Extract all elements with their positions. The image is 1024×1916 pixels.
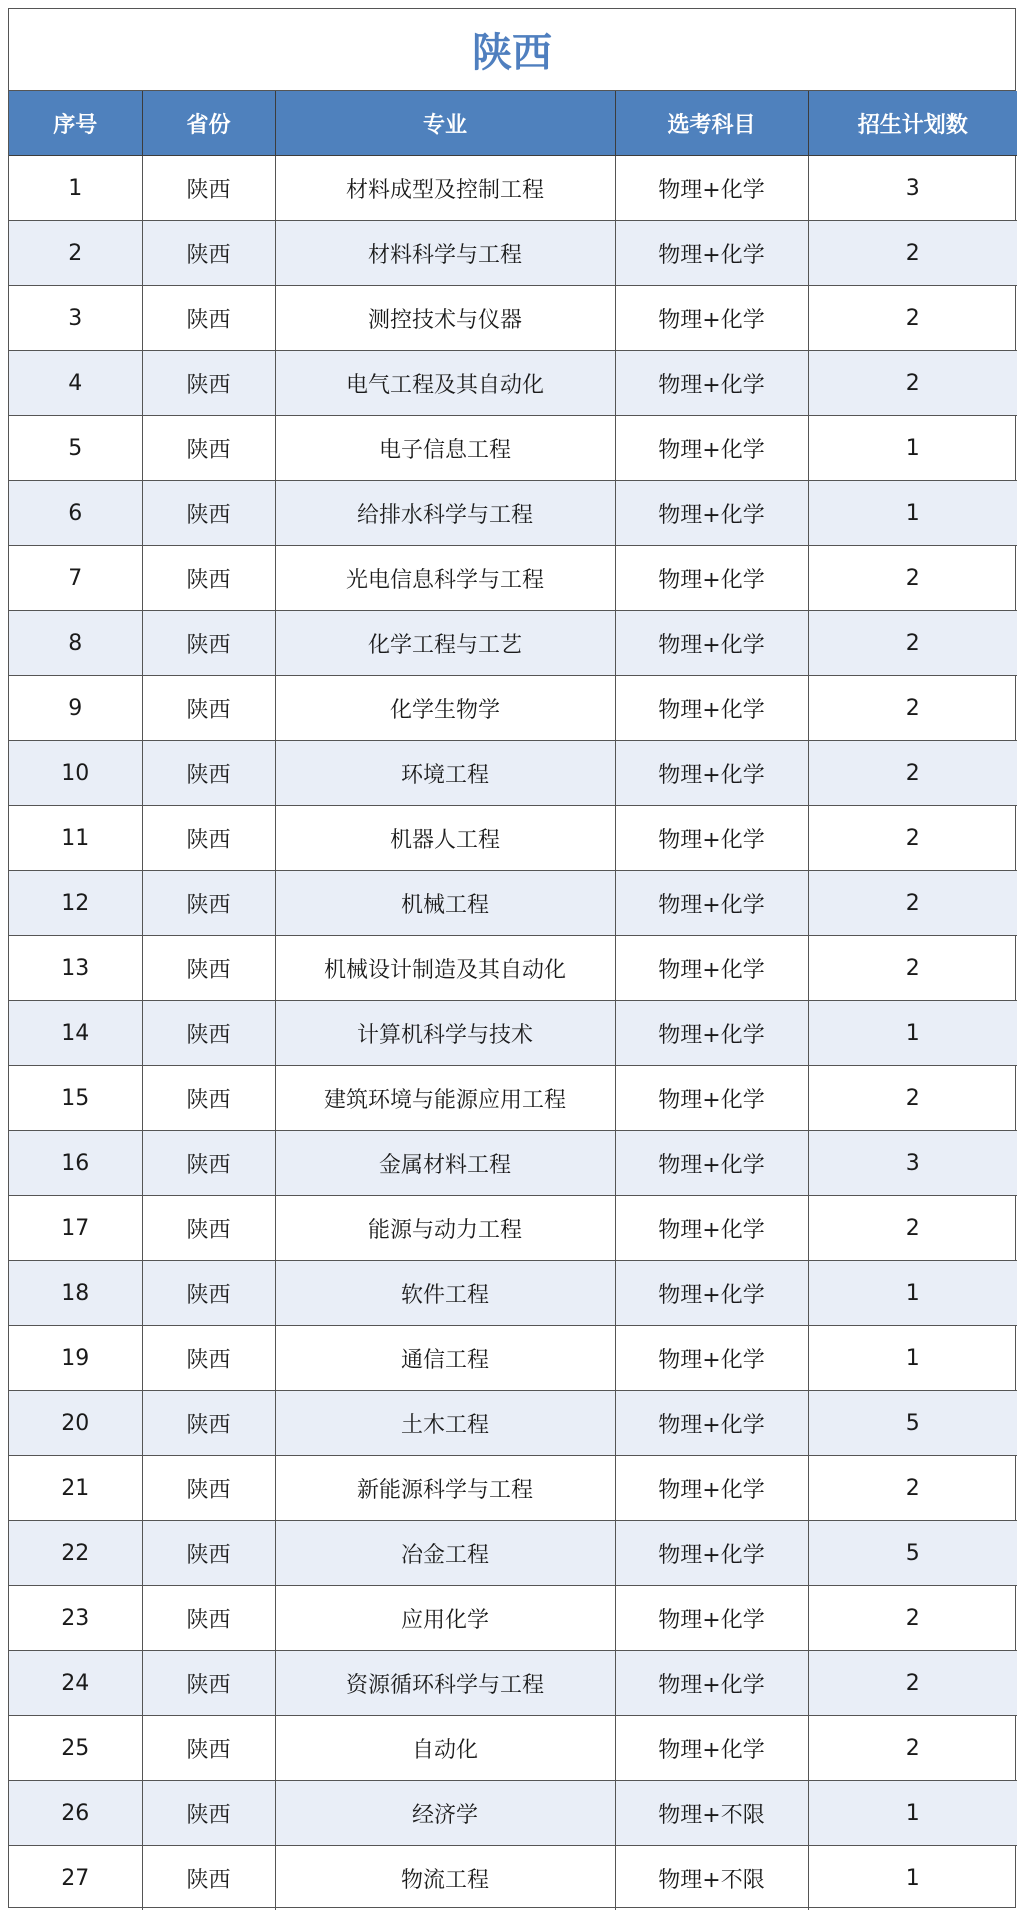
table-row bbox=[9, 1196, 1017, 1261]
table-row bbox=[9, 1001, 1017, 1066]
cell-plan-count: 2 bbox=[808, 741, 1017, 806]
cell-subjects: 物理+化学 bbox=[615, 1716, 808, 1781]
cell-province: 陕西 bbox=[142, 1586, 275, 1651]
cell-province: 陕西 bbox=[142, 806, 275, 871]
cell-major: 计算机科学与技术 bbox=[275, 1001, 615, 1066]
table-row bbox=[9, 416, 1017, 481]
cell-major: 机械工程 bbox=[275, 871, 615, 936]
table-row bbox=[9, 221, 1017, 286]
cell-major: 资源循环科学与工程 bbox=[275, 1651, 615, 1716]
cell-province: 陕西 bbox=[142, 676, 275, 741]
cell-subjects: 物理+化学 bbox=[615, 1261, 808, 1326]
cell-index: 21 bbox=[9, 1456, 142, 1521]
cell-index: 7 bbox=[9, 546, 142, 611]
cell-subjects: 物理+化学 bbox=[615, 871, 808, 936]
cell-index: 12 bbox=[9, 871, 142, 936]
cell-plan-count: 1 bbox=[905, 1865, 920, 1891]
table-row bbox=[9, 1521, 1017, 1586]
cell-province: 陕西 bbox=[142, 1131, 275, 1196]
cell-subjects: 物理+化学 bbox=[615, 416, 808, 481]
cell-index: 8 bbox=[9, 611, 142, 676]
table-row bbox=[9, 286, 1017, 351]
cell-subjects: 物理+化学 bbox=[615, 936, 808, 1001]
cell-plan-count: 3 bbox=[808, 156, 1017, 221]
cell-plan-count: 1 bbox=[808, 1326, 1017, 1391]
table-row bbox=[9, 611, 1017, 676]
cell-index: 14 bbox=[9, 1001, 142, 1066]
cell-plan-count: 2 bbox=[808, 676, 1017, 741]
cell-major: 材料科学与工程 bbox=[275, 221, 615, 286]
cell-index: 15 bbox=[9, 1066, 142, 1131]
cell-index: 10 bbox=[9, 741, 142, 806]
cell-province: 陕西 bbox=[142, 1846, 275, 1911]
cell-index: 5 bbox=[9, 416, 142, 481]
cell-major: 环境工程 bbox=[275, 741, 615, 806]
cell-index: 24 bbox=[9, 1651, 142, 1716]
cell-index: 23 bbox=[9, 1586, 142, 1651]
cell-subjects: 物理+化学 bbox=[615, 351, 808, 416]
cell-province: 陕西 bbox=[142, 871, 275, 936]
cell-subjects: 物理+化学 bbox=[615, 806, 808, 871]
table-row bbox=[9, 1651, 1017, 1716]
cell-plan-count: 2 bbox=[808, 871, 1017, 936]
cell-index: 6 bbox=[9, 481, 142, 546]
cell-index: 1 bbox=[9, 156, 142, 221]
cell-major: 自动化 bbox=[275, 1716, 615, 1781]
cell-province: 陕西 bbox=[142, 1781, 275, 1846]
cell-province: 陕西 bbox=[142, 156, 275, 221]
cell-plan-count: 2 bbox=[808, 1456, 1017, 1521]
cell-province: 陕西 bbox=[142, 416, 275, 481]
cell-index: 3 bbox=[9, 286, 142, 351]
cell-major: 软件工程 bbox=[275, 1261, 615, 1326]
cell-plan-count: 1 bbox=[808, 1781, 1017, 1846]
enrollment-table bbox=[9, 91, 1017, 1910]
cell-index: 27 bbox=[9, 1846, 142, 1911]
table-row bbox=[9, 936, 1017, 1001]
cell-province: 陕西 bbox=[142, 1391, 275, 1456]
cell-province: 陕西 bbox=[142, 351, 275, 416]
cell-index: 16 bbox=[9, 1131, 142, 1196]
cell-major: 建筑环境与能源应用工程 bbox=[275, 1066, 615, 1131]
cell-province: 陕西 bbox=[142, 1521, 275, 1586]
header-plan-count: 招生计划数 bbox=[808, 91, 1017, 156]
cell-province: 陕西 bbox=[142, 936, 275, 1001]
cell-plan-count: 1 bbox=[808, 481, 1017, 546]
cell-subjects: 物理+化学 bbox=[615, 1521, 808, 1586]
cell-major: 电子信息工程 bbox=[275, 416, 615, 481]
cell-province: 陕西 bbox=[142, 1001, 275, 1066]
cell-index: 17 bbox=[9, 1196, 142, 1261]
cell-plan-count: 2 bbox=[808, 1586, 1017, 1651]
cell-province: 陕西 bbox=[142, 221, 275, 286]
cell-subjects: 物理+化学 bbox=[615, 676, 808, 741]
cell-subjects: 物理+化学 bbox=[615, 1131, 808, 1196]
cell-plan-count: 2 bbox=[808, 1066, 1017, 1131]
cell-plan-count: 2 bbox=[808, 1651, 1017, 1716]
cell-subjects: 物理+不限 bbox=[615, 1781, 808, 1846]
cell-plan-count: 1 bbox=[808, 416, 1017, 481]
cell-major: 土木工程 bbox=[275, 1391, 615, 1456]
cell-major: 机械设计制造及其自动化 bbox=[275, 936, 615, 1001]
cell-major: 能源与动力工程 bbox=[275, 1196, 615, 1261]
cell-subjects: 物理+化学 bbox=[615, 1586, 808, 1651]
table-row bbox=[9, 1716, 1017, 1781]
table-row bbox=[9, 1781, 1017, 1846]
cell-subjects: 物理+化学 bbox=[615, 1651, 808, 1716]
cell-plan-count: 1 bbox=[808, 1261, 1017, 1326]
cell-subjects: 物理+化学 bbox=[615, 741, 808, 806]
header-row bbox=[9, 91, 1017, 156]
cell-plan-count: 2 bbox=[808, 806, 1017, 871]
cell-subjects: 物理+化学 bbox=[615, 611, 808, 676]
cell-subjects: 物理+化学 bbox=[615, 1066, 808, 1131]
cell-major: 光电信息科学与工程 bbox=[275, 546, 615, 611]
table-row bbox=[9, 806, 1017, 871]
header-index: 序号 bbox=[9, 91, 142, 156]
table-row bbox=[9, 1846, 1017, 1911]
cell-subjects: 物理+化学 bbox=[615, 221, 808, 286]
header-major: 专业 bbox=[275, 91, 615, 156]
cell-major: 新能源科学与工程 bbox=[275, 1456, 615, 1521]
cell-major: 通信工程 bbox=[275, 1326, 615, 1391]
cell-subjects: 物理+化学 bbox=[615, 1326, 808, 1391]
table-row bbox=[9, 741, 1017, 806]
cell-index: 11 bbox=[9, 806, 142, 871]
cell-plan-count: 2 bbox=[808, 611, 1017, 676]
cell-major: 测控技术与仪器 bbox=[275, 286, 615, 351]
cell-province: 陕西 bbox=[142, 611, 275, 676]
cell-subjects: 物理+化学 bbox=[615, 1391, 808, 1456]
cell-plan-count: 1 bbox=[808, 1001, 1017, 1066]
cell-plan-count: 2 bbox=[808, 1196, 1017, 1261]
cell-index: 26 bbox=[9, 1781, 142, 1846]
cell-province: 陕西 bbox=[142, 1196, 275, 1261]
cell-major: 经济学 bbox=[275, 1781, 615, 1846]
cell-subjects: 物理+不限 bbox=[615, 1846, 808, 1911]
cell-plan-count: 2 bbox=[808, 286, 1017, 351]
cell-major: 机器人工程 bbox=[275, 806, 615, 871]
cell-province: 陕西 bbox=[142, 1651, 275, 1716]
cell-plan-count: 2 bbox=[808, 1716, 1017, 1781]
table-row bbox=[9, 546, 1017, 611]
cell-subjects: 物理+化学 bbox=[615, 1001, 808, 1066]
table-row bbox=[9, 156, 1017, 221]
cell-subjects: 物理+化学 bbox=[615, 156, 808, 221]
cell-subjects: 物理+化学 bbox=[615, 546, 808, 611]
cell-province: 陕西 bbox=[142, 286, 275, 351]
cell-index: 18 bbox=[9, 1261, 142, 1326]
table-body bbox=[9, 156, 1017, 1911]
cell-plan-count: 2 bbox=[808, 936, 1017, 1001]
table-row bbox=[9, 676, 1017, 741]
cell-province: 陕西 bbox=[142, 1261, 275, 1326]
table-row bbox=[9, 871, 1017, 936]
header-province: 省份 bbox=[142, 91, 275, 156]
cell-province: 陕西 bbox=[142, 1326, 275, 1391]
table-row bbox=[9, 1066, 1017, 1131]
cell-plan-count: 2 bbox=[808, 546, 1017, 611]
cell-plan-count: 5 bbox=[808, 1521, 1017, 1586]
table-row bbox=[9, 1456, 1017, 1521]
cell-index: 22 bbox=[9, 1521, 142, 1586]
enrollment-table-sheet bbox=[8, 8, 1016, 1908]
cell-subjects: 物理+化学 bbox=[615, 1456, 808, 1521]
cell-subjects: 物理+化学 bbox=[615, 286, 808, 351]
cell-plan-count: 2 bbox=[808, 351, 1017, 416]
cell-plan-count: 5 bbox=[808, 1391, 1017, 1456]
cell-province: 陕西 bbox=[142, 1066, 275, 1131]
cell-major: 化学工程与工艺 bbox=[275, 611, 615, 676]
cell-major: 金属材料工程 bbox=[275, 1131, 615, 1196]
cell-major: 化学生物学 bbox=[275, 676, 615, 741]
cell-major: 应用化学 bbox=[275, 1586, 615, 1651]
table-row bbox=[9, 1586, 1017, 1651]
cell-major: 冶金工程 bbox=[275, 1521, 615, 1586]
table-row bbox=[9, 481, 1017, 546]
table-row bbox=[9, 1326, 1017, 1391]
cell-index: 9 bbox=[9, 676, 142, 741]
cell-province: 陕西 bbox=[142, 481, 275, 546]
table-row bbox=[9, 1131, 1017, 1196]
cell-major: 电气工程及其自动化 bbox=[275, 351, 615, 416]
cell-province: 陕西 bbox=[142, 546, 275, 611]
cell-major: 给排水科学与工程 bbox=[275, 481, 615, 546]
cell-plan-count: 2 bbox=[808, 221, 1017, 286]
cell-subjects: 物理+化学 bbox=[615, 481, 808, 546]
cell-major: 物流工程 bbox=[275, 1846, 615, 1911]
cell-index: 4 bbox=[9, 351, 142, 416]
cell-plan-count: 3 bbox=[808, 1131, 1017, 1196]
cell-index: 19 bbox=[9, 1326, 142, 1391]
cell-province: 陕西 bbox=[142, 1456, 275, 1521]
table-title: 陕西 bbox=[9, 9, 1015, 91]
cell-index: 13 bbox=[9, 936, 142, 1001]
cell-major: 材料成型及控制工程 bbox=[275, 156, 615, 221]
cell-province: 陕西 bbox=[142, 1716, 275, 1781]
table-row bbox=[9, 1391, 1017, 1456]
cell-index: 2 bbox=[9, 221, 142, 286]
cell-subjects: 物理+化学 bbox=[615, 1196, 808, 1261]
table-row bbox=[9, 1261, 1017, 1326]
cell-province: 陕西 bbox=[142, 741, 275, 806]
cell-index: 25 bbox=[9, 1716, 142, 1781]
table-row bbox=[9, 351, 1017, 416]
header-subjects: 选考科目 bbox=[615, 91, 808, 156]
cell-index: 20 bbox=[9, 1391, 142, 1456]
